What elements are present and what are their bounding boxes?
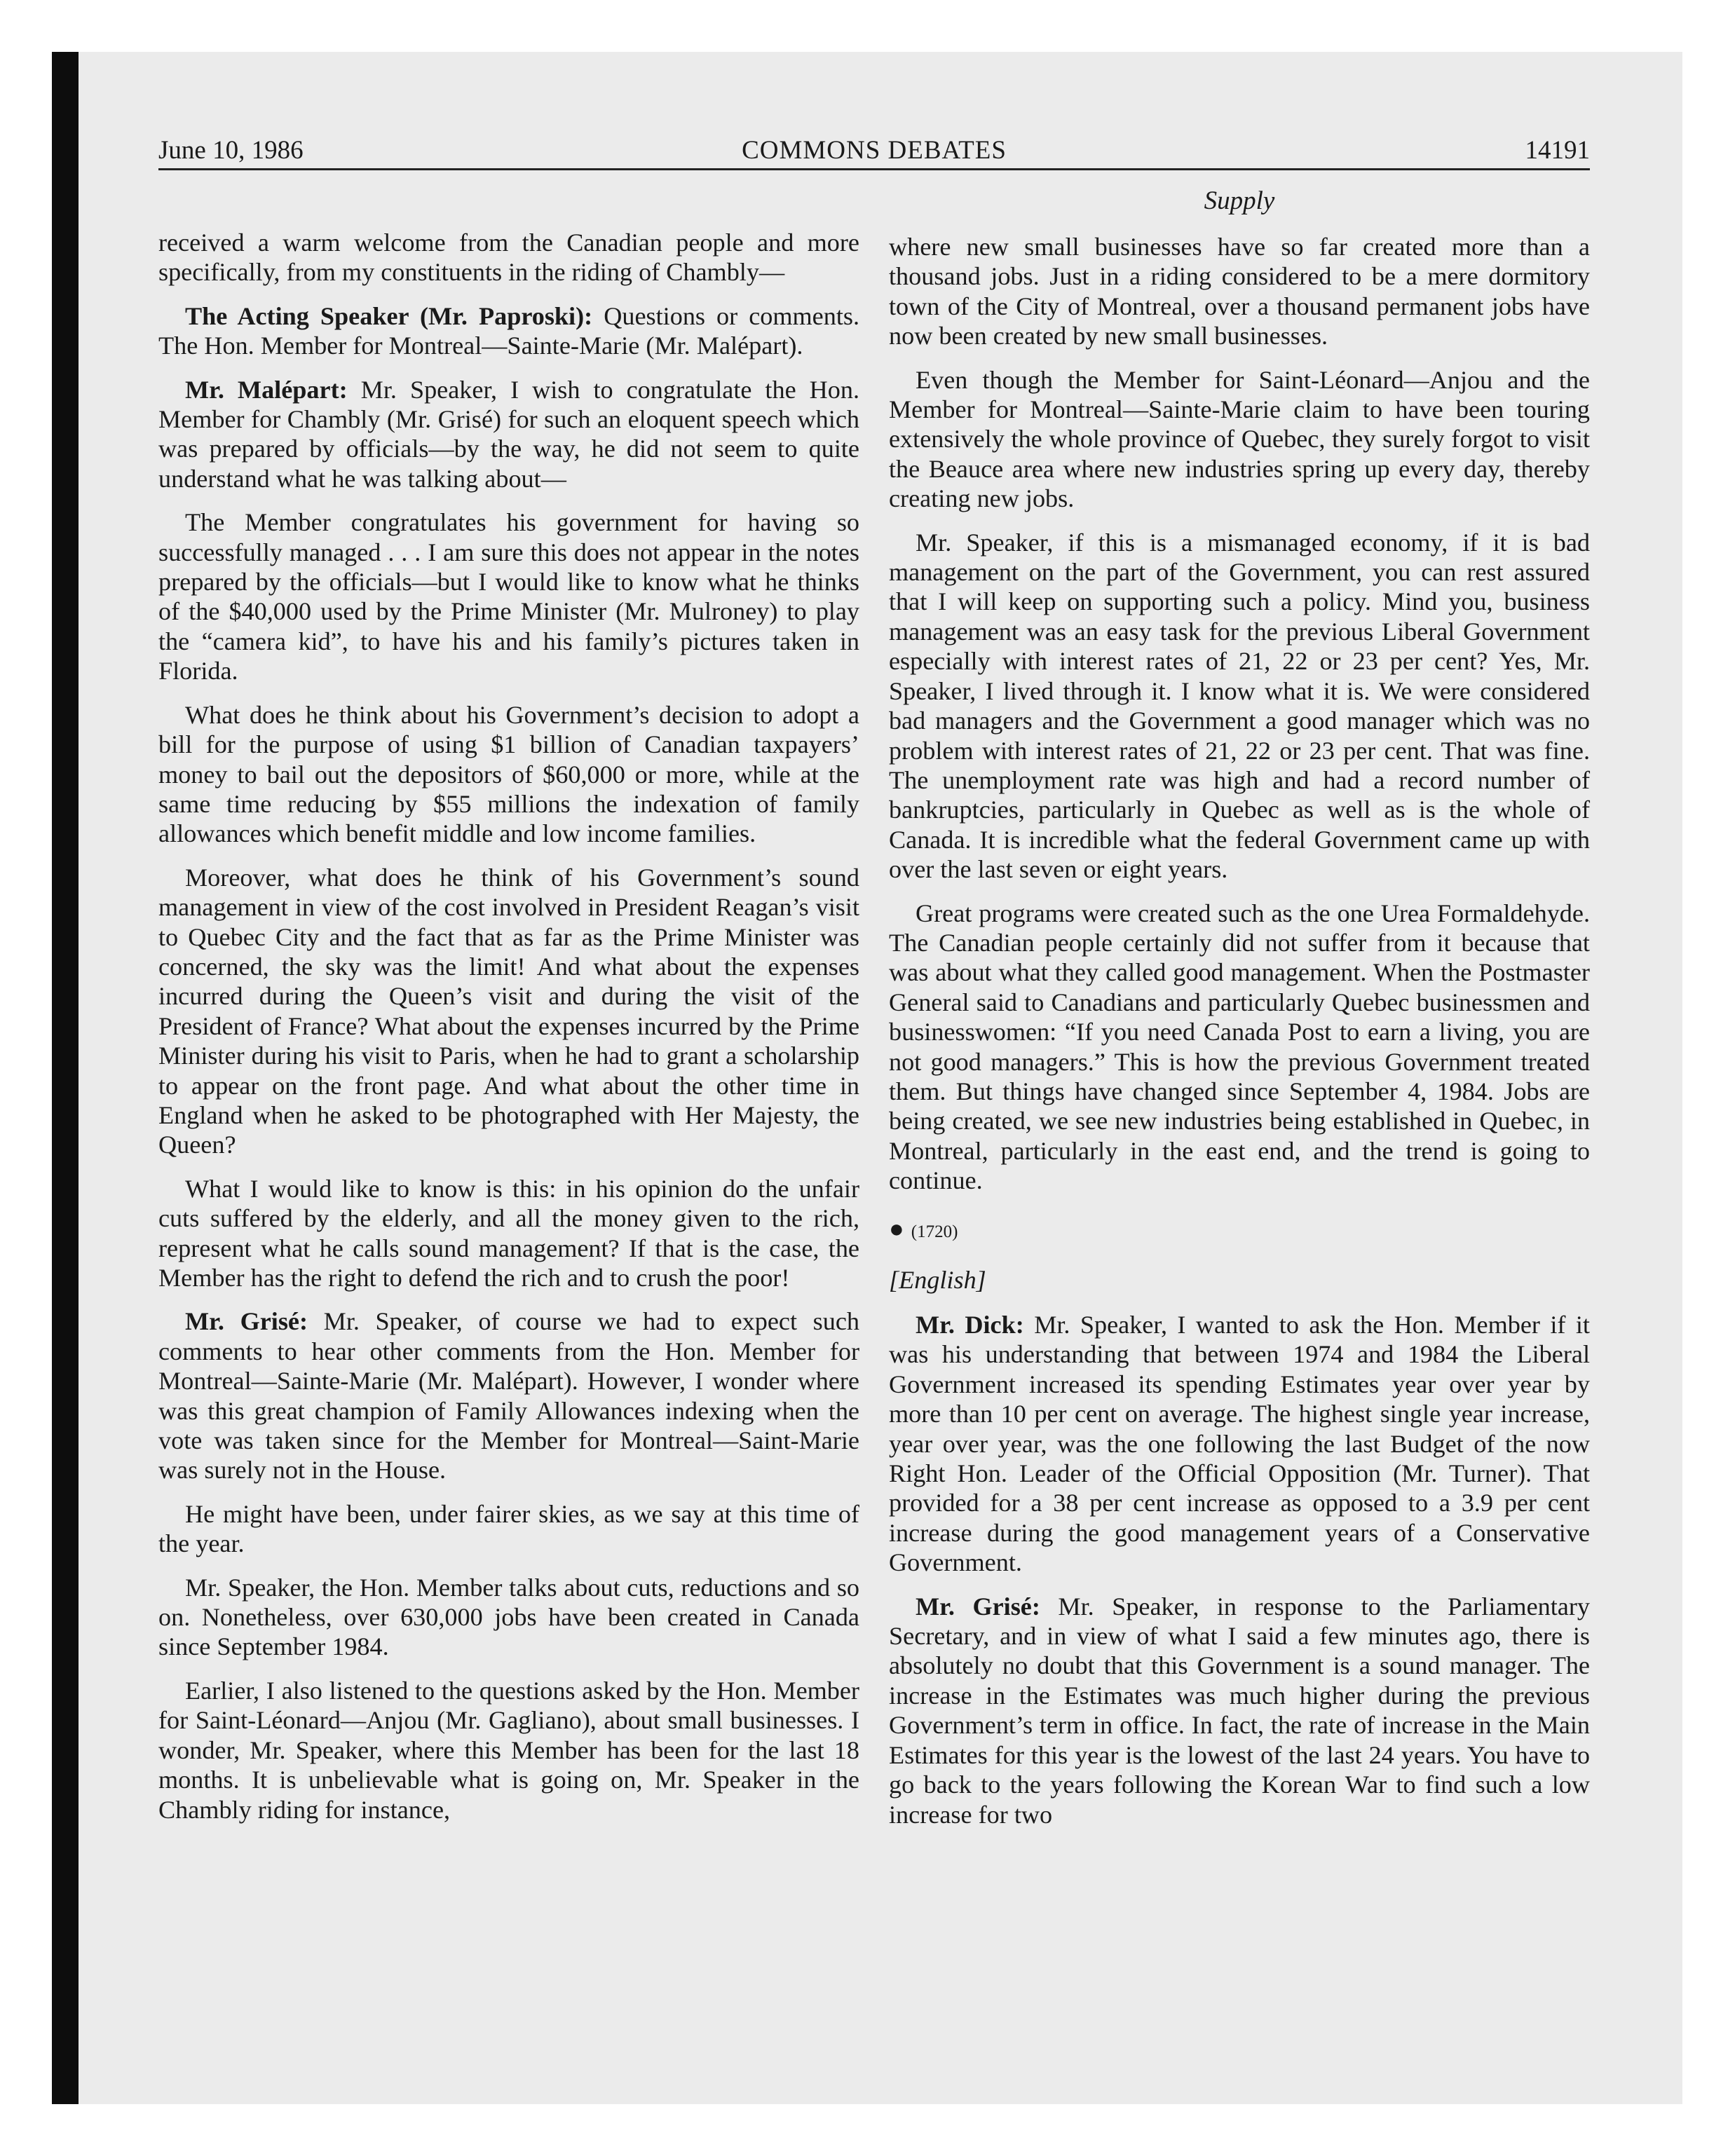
time-marker-text: (1720) <box>911 1222 958 1241</box>
paragraph: where new small businesses have so far created more than a thousand jobs. Just in a riding considered to be a mere dormitory town of the City of Montreal, over a thousand permanent jobs have now been created by new small businesses. <box>889 233 1590 350</box>
paragraph: The Member congratulates his government for having so successfully managed . . . I am sure this does not appear in the notes prepared by the officials—but I would like to know what he thinks of the $40,000 used by the Prime Minister (Mr. Mulroney) to play the “camera kid”, to have his and his family’s pictures taken in Florida. <box>158 508 859 685</box>
header-date: June 10, 1986 <box>158 136 304 165</box>
paragraph: What I would like to know is this: in his opinion do the unfair cuts suffered by the elderly, and all the money given to the rich, represent what he calls sound management? If that is the case, the Member has the right to defend the rich and to crush the poor! <box>158 1174 859 1292</box>
speaker-name: Mr. Grisé: <box>916 1592 1040 1621</box>
speech-text: Mr. Speaker, I wish to congratulate the Hon. Member for Chambly (Mr. Grisé) for such an eloquent speech which was prepared by officials—by the way, he did not seem to quite understand what he was talking about— <box>158 375 859 493</box>
header-title: COMMONS DEBATES <box>742 136 1007 165</box>
speech-text: Mr. Speaker, of course we had to expect such comments to hear other comments from the Hon. Member for Montreal—Sainte-Marie (Mr. Malépart). However, I wonder where was this great champion of Family Allowances indexing when the vote was taken since for the Member for Montreal—Saint-Marie was surely not in the House. <box>158 1307 859 1485</box>
paragraph: He might have been, under fairer skies, as we say at this time of the year. <box>158 1499 859 1558</box>
paragraph: Mr. Speaker, the Hon. Member talks about cuts, reductions and so on. Nonetheless, over 630,000 jobs have been created in Canada since September 1984. <box>158 1573 859 1661</box>
speech-paragraph <box>158 1306 859 1485</box>
speaker-name: Mr. Malépart: <box>185 375 348 404</box>
speech-text: Questions or comments. The Hon. Member for Montreal—Sainte-Marie (Mr. Malépart). <box>158 301 860 360</box>
section-heading: Supply <box>1204 186 1275 215</box>
bullet-icon: ● <box>889 1214 904 1243</box>
speaker-name: Mr. Dick: <box>916 1311 1024 1339</box>
header-rule <box>158 168 1590 170</box>
paragraph: What does he think about his Government’s decision to adopt a bill for the purpose of using $1 billion of Canadian taxpayers’ money to bail out the depositors of $60,000 or more, while at the same time reducing by $55 millions the indexation of family allowances which benefit middle and low income families. <box>158 700 859 848</box>
paragraph: Great programs were created such as the one Urea Formaldehyde. The Canadian people certainly did not suffer from it because that was about what they called good management. When the Postmaster General said to Canadians and particularly Quebec businessmen and businesswomen: “If you need Canada Post to earn a living, you are not good managers.” This is how the previous Government treated them. But things have changed since September 4, 1984. Jobs are being created, we see new industries being established in Quebec, in Montreal, particularly in the east end, and the trend is going to continue. <box>889 899 1590 1195</box>
speech-text: Mr. Speaker, I wanted to ask the Hon. Member if it was his understanding that between 1974 and 1984 the Liberal Government increased its spending Estimates year over year by more than 10 per cent on average. The highest single year increase, year over year, was the one following the last Budget of the now Right Hon. Leader of the Official Opposition (Mr. Turner). That provided for a 38 per cent increase as opposed to a 3.9 per cent increase during the good management years of a Conservative Government. <box>889 1311 1590 1577</box>
speech-paragraph <box>158 301 859 361</box>
running-head <box>158 133 1590 168</box>
speaker-name: Mr. Grisé: <box>185 1307 308 1336</box>
left-column <box>158 228 859 1838</box>
right-column <box>889 232 1590 1843</box>
speech-text: Mr. Speaker, in response to the Parliamentary Secretary, and in view of what I said a few minutes ago, there is absolutely no doubt that this Government is a sound manager. The increase in the Estimates was much higher during the previous Government’s term in office. In fact, the rate of increase in the Main Estimates for this year is the lowest of the last 24 years. You have to go back to the years following the Korean War to find such a low increase for two <box>889 1592 1590 1829</box>
scan-edge-shadow <box>52 52 79 2104</box>
paragraph: Earlier, I also listened to the questions asked by the Hon. Member for Saint-Léonard—Anjou (Mr. Gagliano), about small businesses. I wonder, Mr. Speaker, where this Member has been for the last 18 months. It is unbelievable what is going on, Mr. Speaker in the Chambly riding for instance, <box>158 1676 859 1824</box>
time-marker <box>889 1214 1590 1247</box>
speech-paragraph <box>158 375 859 494</box>
language-tag: [English] <box>889 1265 986 1294</box>
paragraph: Even though the Member for Saint-Léonard—Anjou and the Member for Montreal—Sainte-Marie claim to have been touring extensively the whole province of Quebec, they surely forgot to visit the Beauce area where new industries spring up every day, thereby creating new jobs. <box>889 365 1590 513</box>
page-number: 14191 <box>1525 136 1590 165</box>
speech-paragraph <box>889 1592 1590 1829</box>
speaker-name: The Acting Speaker (Mr. Paproski): <box>185 301 593 330</box>
paragraph: Moreover, what does he think of his Government’s sound management in view of the cost involved in President Reagan’s visit to Quebec City and the fact that as far as the Prime Minister was concerned, the sky was the limit! And what about the expenses incurred during the Queen’s visit and during the visit of the President of France? What about the expenses incurred by the Prime Minister during his visit to Paris, when he had to grant a scholarship to appear on the front page. And what about the other time in England when he asked to be photographed with Her Majesty, the Queen? <box>158 863 859 1159</box>
paragraph: received a warm welcome from the Canadian people and more specifically, from my constituents in the riding of Chambly— <box>158 228 859 287</box>
paragraph: Mr. Speaker, if this is a mismanaged economy, if it is bad management on the part of the Government, you can rest assured that I will keep on supporting such a policy. Mind you, business management was an easy task for the previous Liberal Government especially with interest rates of 21, 22 or 23 per cent? Yes, Mr. Speaker, I lived through it. I know what it is. We were considered bad managers and the Government a good manager which was no problem with interest rates of 21, 22 or 23 per cent. That was fine. The unemployment rate was high and had a record number of bankruptcies, particularly in Quebec as well as is the whole of Canada. It is incredible what the federal Government came up with over the last seven or eight years. <box>889 528 1590 884</box>
speech-paragraph <box>889 1310 1590 1578</box>
